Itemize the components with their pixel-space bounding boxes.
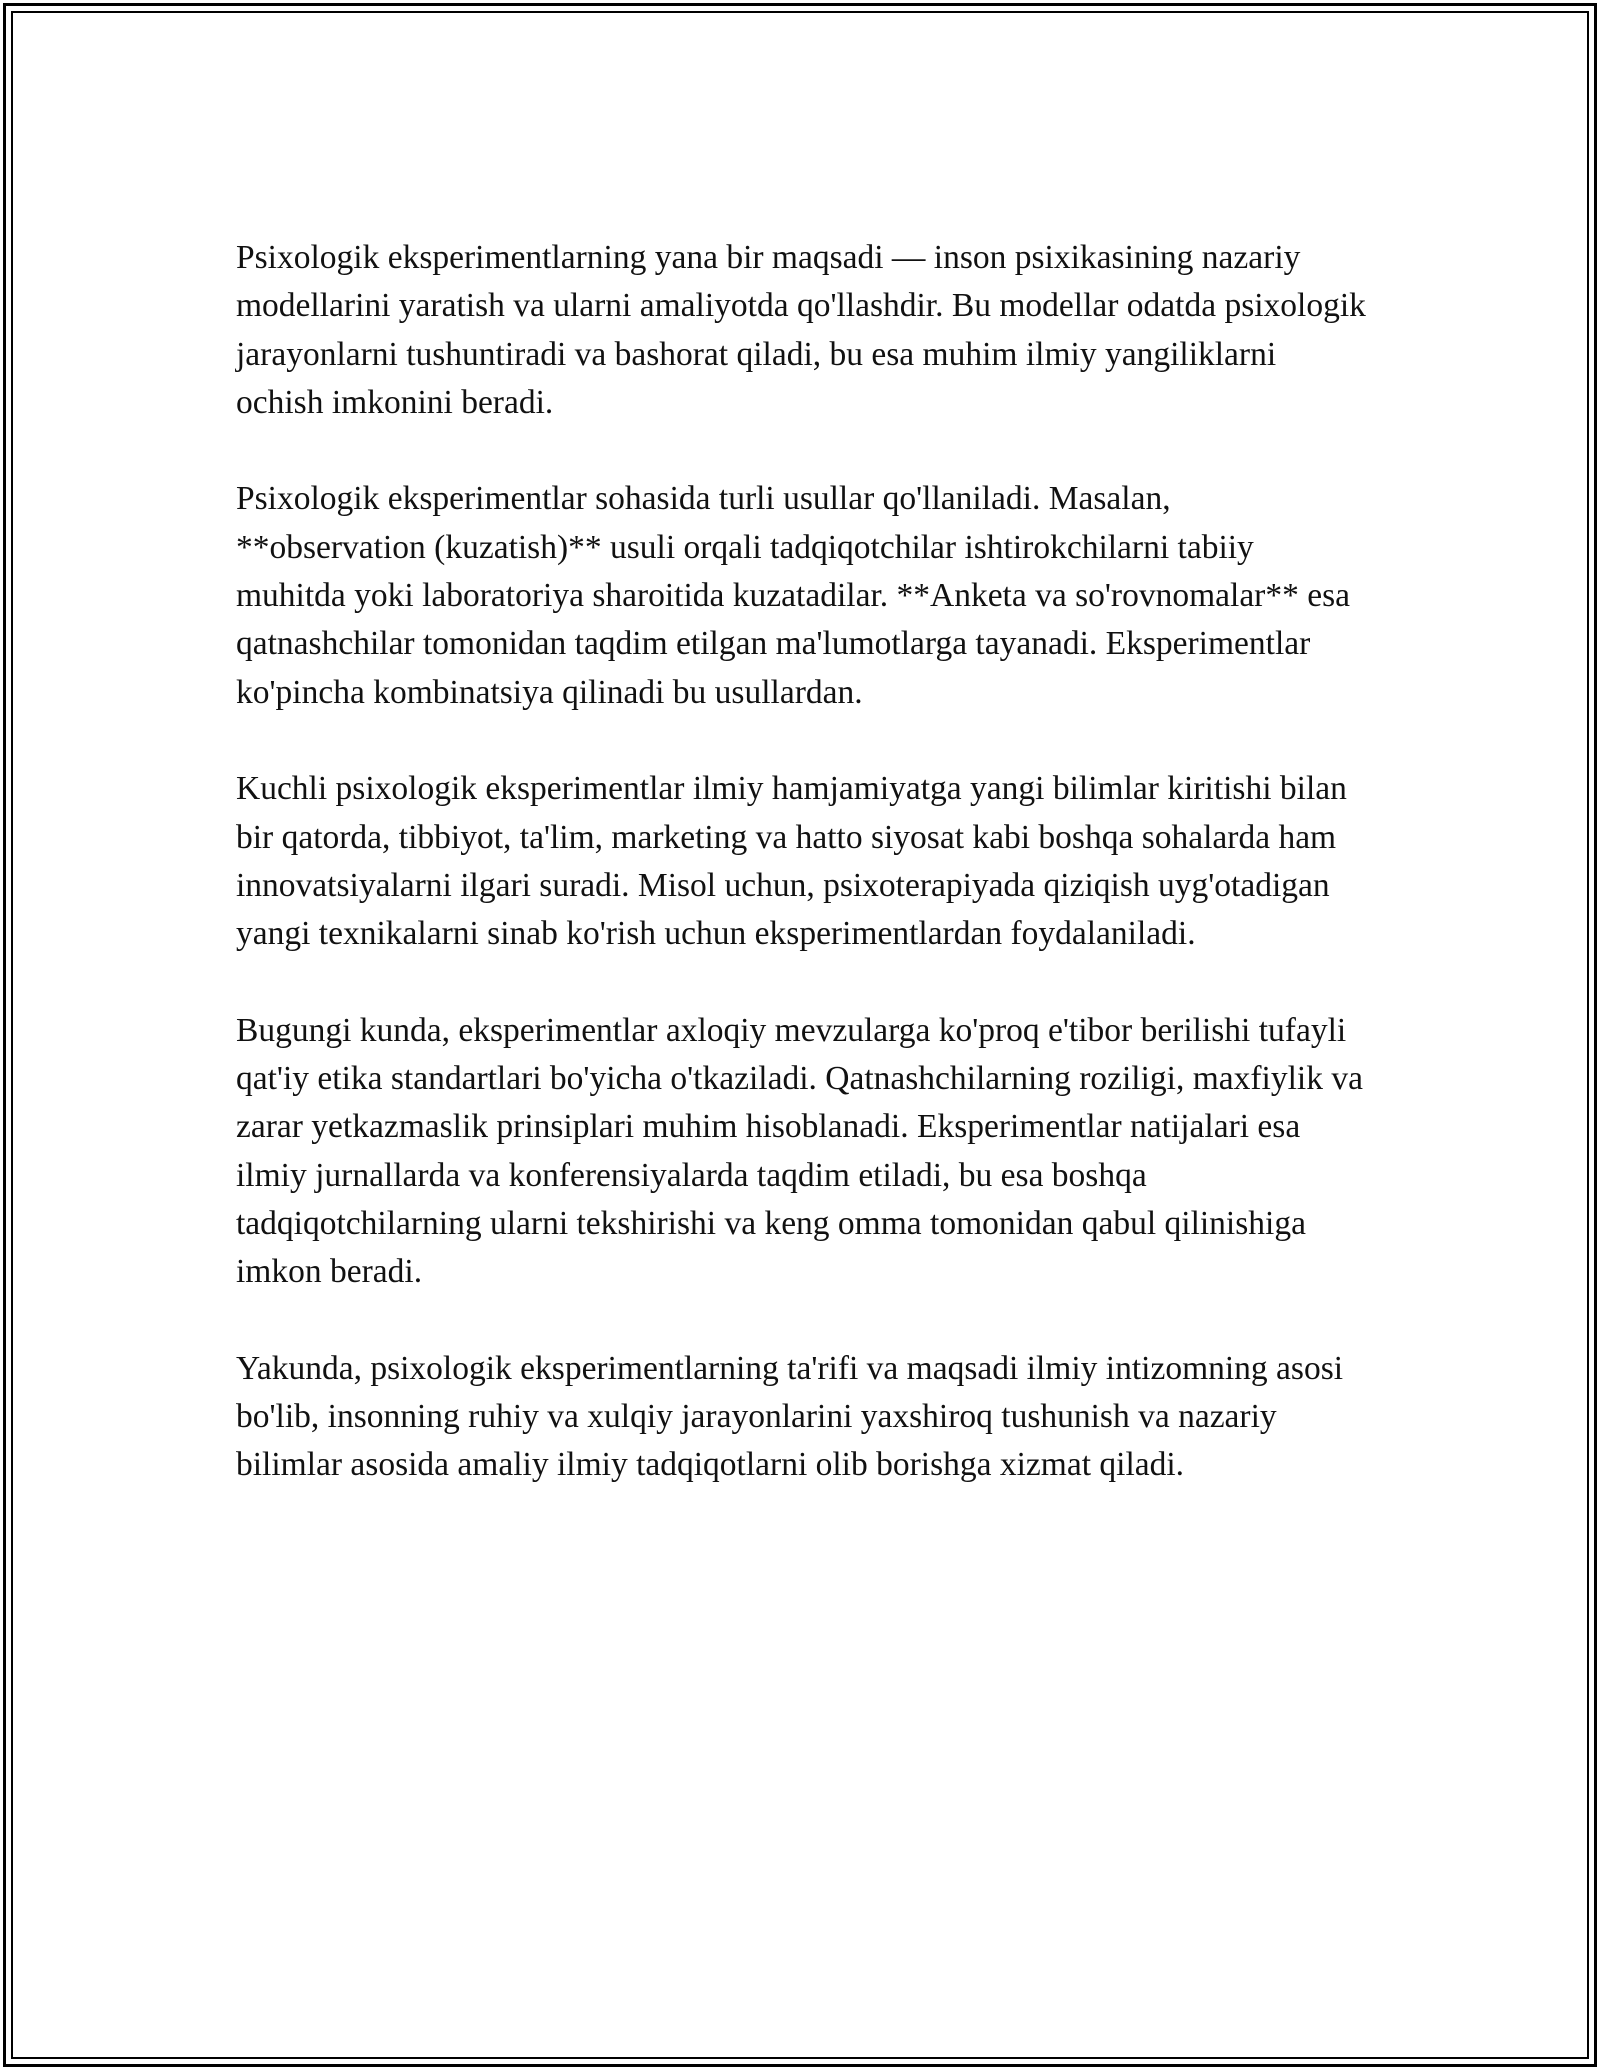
paragraph-3: Kuchli psixologik eksperimentlar ilmiy hamjamiyatga yangi bilimlar kiritishi bilan bir qatorda, tibbiyot, ta'lim, marketing va hatto siyosat kabi boshqa sohalarda ham innovatsiyalarni ilgari suradi. Misol uchun, psixoterapiyada qiziqish uyg'otadigan yangi texnikalarni sinab ko'rish uchun eksperimentlardan foydalaniladi.: [236, 770, 1347, 953]
paragraph-2: Psixologik eksperimentlar sohasida turli usullar qo'llaniladi. Masalan, **observation (kuzatish)** usuli orqali tadqiqotchilar ishtirokchilarni tabiiy muhitda yoki laboratoriya sharoitida kuzatadilar. **Anketa va so'rovnomalar** esa qatnashchilar tomonidan taqdim etilgan ma'lumotlarga tayanadi. Eksperimentlar ko'pincha kombinatsiya qilinadi bu usullardan.: [236, 480, 1350, 711]
document-body: [236, 234, 1368, 1538]
paragraph-1: Psixologik eksperimentlarning yana bir maqsadi — inson psixikasining nazariy modellarini yaratish va ularni amaliyotda qo'llashdir. Bu modellar odatda psixologik jarayonlarni tushuntiradi va bashorat qiladi, bu esa muhim ilmiy yangiliklarni ochish imkonini beradi.: [236, 239, 1366, 421]
paragraph-4: Bugungi kunda, eksperimentlar axloqiy mevzularga ko'proq e'tibor berilishi tufayli qat'iy etika standartlari bo'yicha o'tkaziladi. Qatnashchilarning roziligi, maxfiylik va zarar yetkazmaslik prinsiplari muhim hisoblanadi. Eksperimentlar natijalari esa ilmiy jurnallarda va konferensiyalarda taqdim etiladi, bu esa boshqa tadqiqotchilarning ularni tekshirishi va keng omma tomonidan qabul qilinishiga imkon beradi.: [236, 1011, 1363, 1291]
paragraph-5: Yakunda, psixologik eksperimentlarning ta'rifi va maqsadi ilmiy intizomning asosi bo'lib, insonning ruhiy va xulqiy jarayonlarini yaxshiroq tushunish va nazariy bilimlar asosida amaliy ilmiy tadqiqotlarni olib borishga xizmat qiladi.: [236, 1349, 1344, 1484]
